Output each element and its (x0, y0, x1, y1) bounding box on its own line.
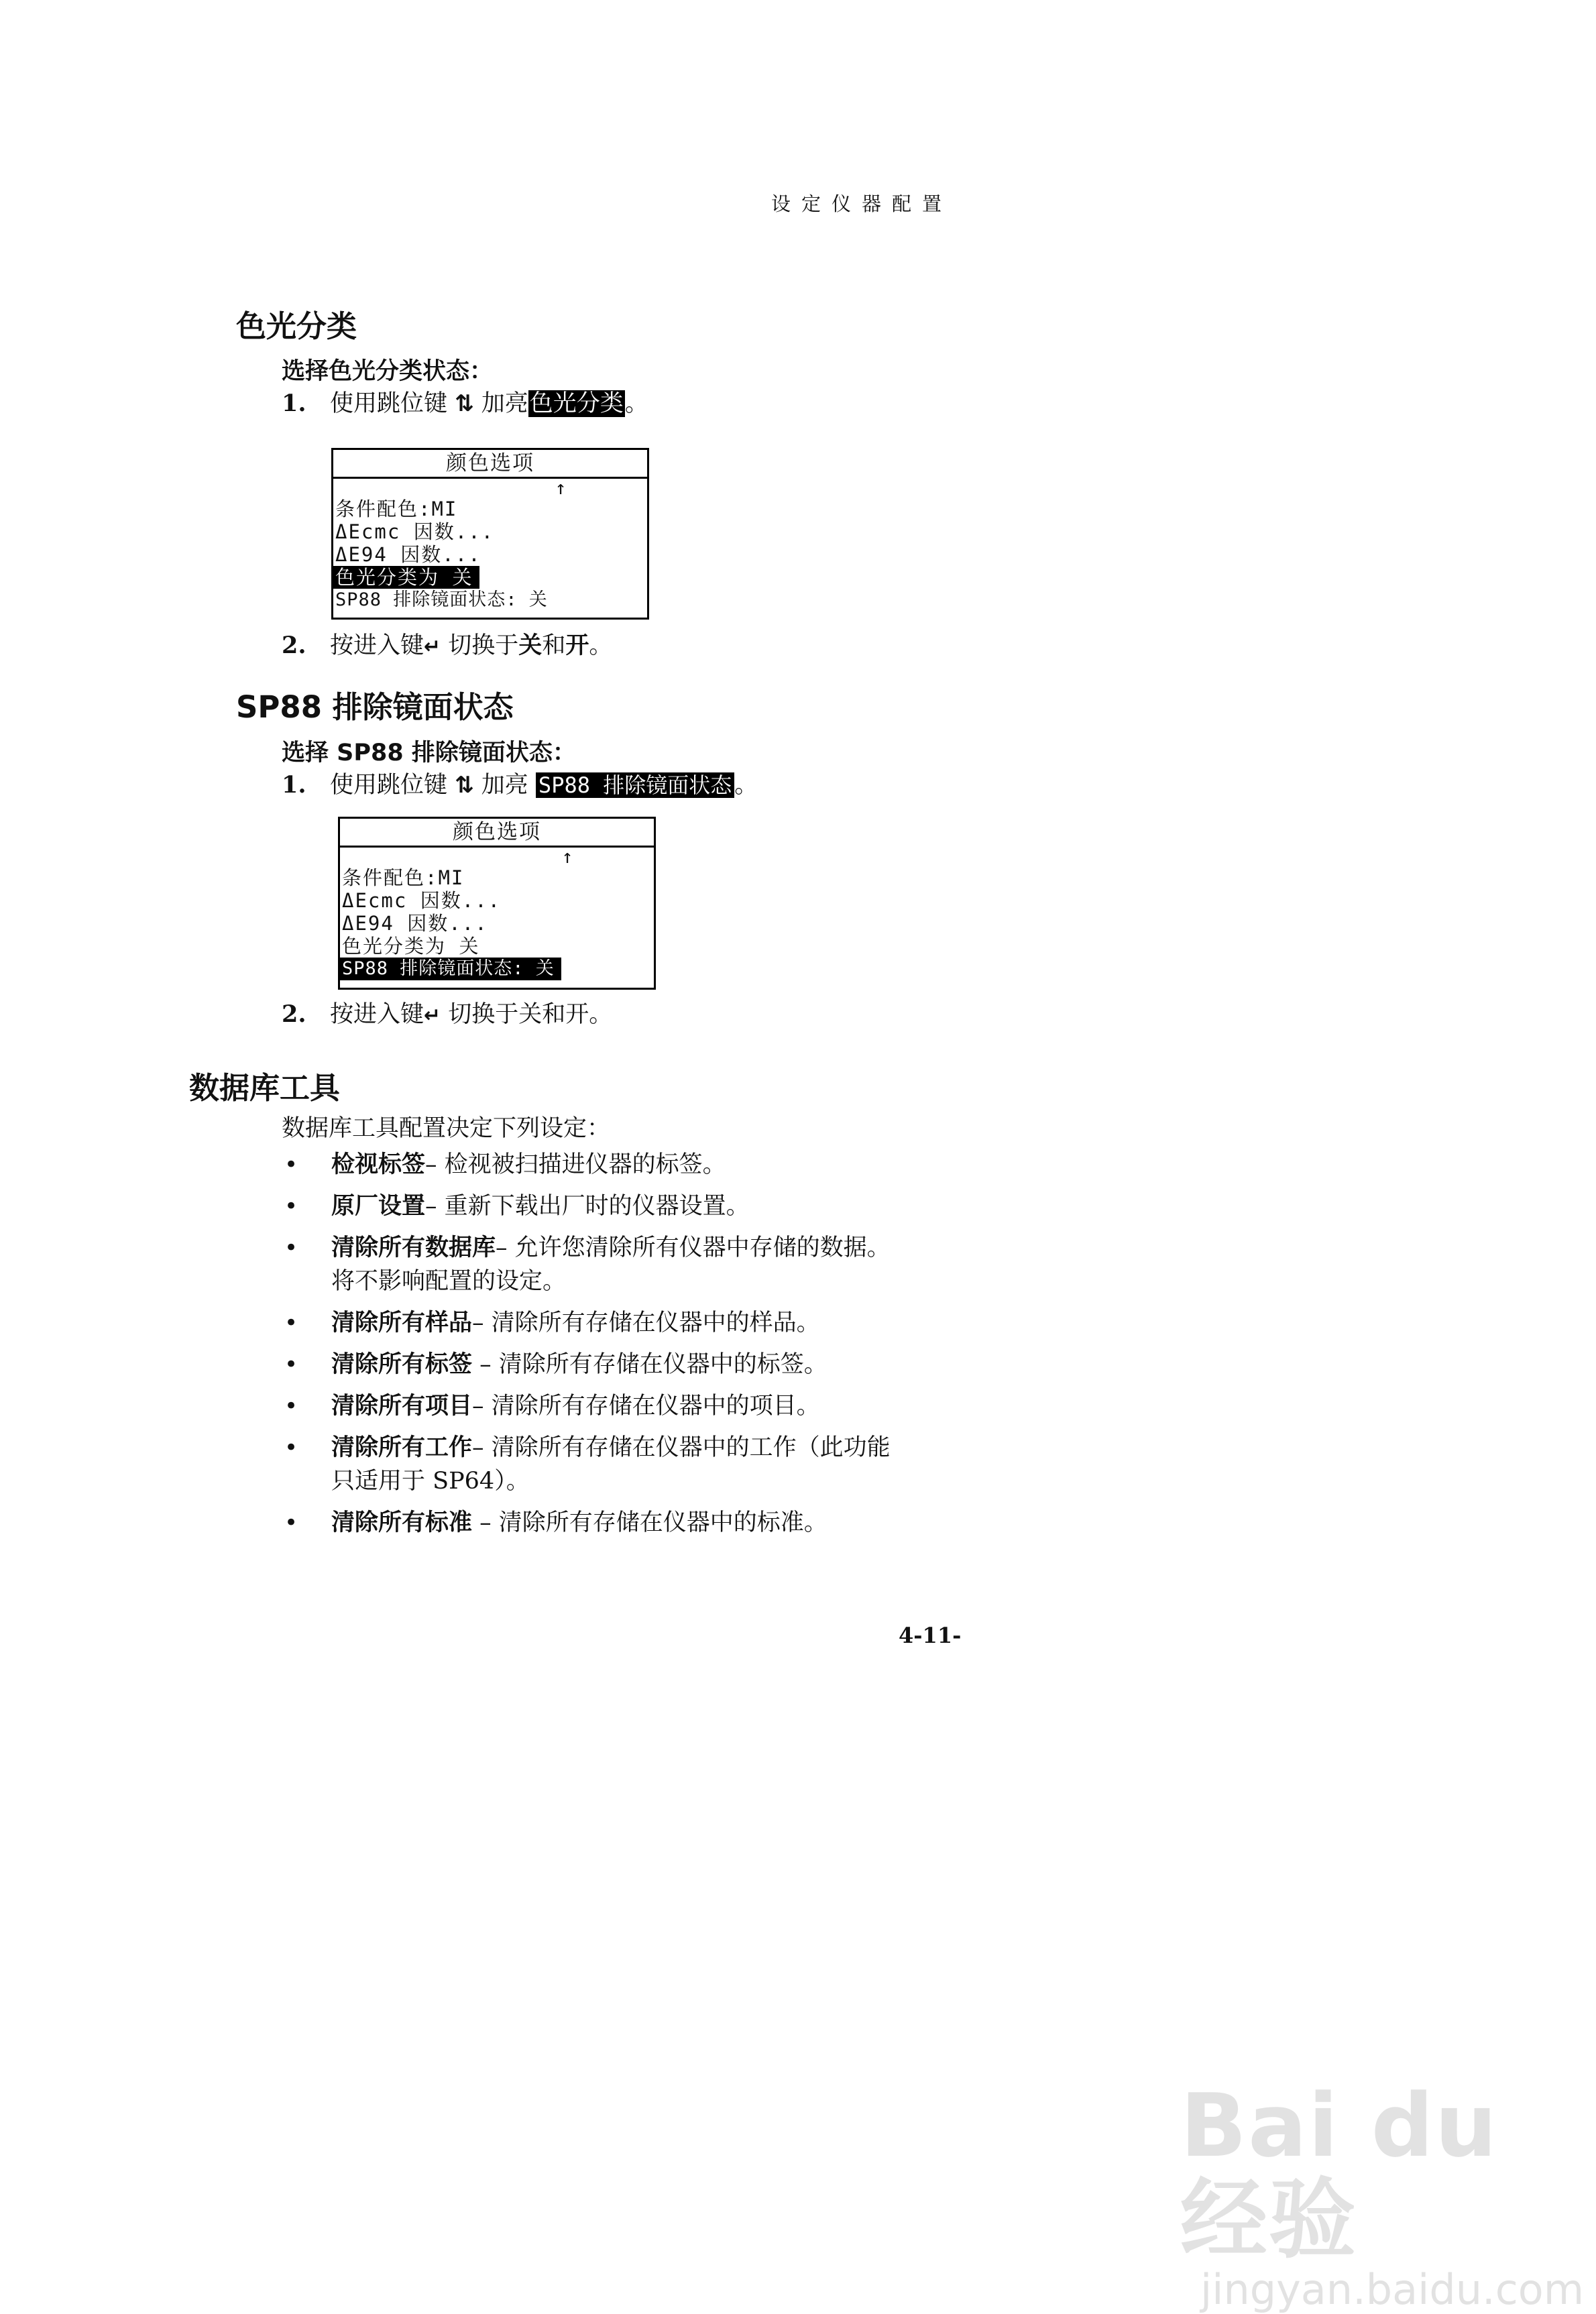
step-2 (282, 627, 612, 660)
list-item (282, 1231, 1006, 1298)
list-item (282, 1389, 1006, 1423)
item-term: 原厂设置 (331, 1193, 426, 1220)
item-term: 清除所有项目 (331, 1393, 473, 1420)
step-1 (282, 385, 648, 418)
bullet-icon: • (284, 1351, 298, 1378)
item-description: – 清除所有存储在仪器中的工作（此功能 (472, 1434, 891, 1461)
item-term: 清除所有标签 (331, 1351, 473, 1378)
value-off: 关 (518, 632, 543, 659)
item-description-continued: 将不影响配置的设定。 (331, 1268, 567, 1295)
watermark-brand: Bai du 经验 (1180, 2075, 1499, 2270)
item-term: 清除所有样品 (331, 1310, 473, 1336)
step-text: 加亮 (473, 390, 528, 417)
highlighted-option: 色光分类 (529, 390, 624, 417)
item-description: – 清除所有存储在仪器中的标签。 (472, 1351, 828, 1378)
item-term: 清除所有数据库 (331, 1234, 496, 1261)
tab-keys-icon: ⇅ (455, 772, 474, 799)
step-number: 2. (282, 1000, 306, 1028)
step-text: 切换于关和开。 (441, 1001, 613, 1028)
bullet-icon: • (284, 1434, 298, 1461)
section-heading-sp88: SP88 排除镜面状态 (236, 689, 514, 725)
running-header: 设定仪器配置 (771, 192, 952, 215)
step-number: 2. (282, 632, 306, 659)
step-text: 。 (624, 390, 648, 417)
step-number: 1. (282, 390, 306, 417)
list-item (282, 1306, 1006, 1340)
bullet-icon: • (284, 1234, 298, 1261)
item-description: – 允许您清除所有仪器中存储的数据。 (496, 1234, 891, 1261)
item-description: – 清除所有存储在仪器中的项目。 (472, 1393, 820, 1420)
step-text: 按进入键 (330, 632, 424, 659)
screen-title: 颜色选项 (340, 819, 654, 848)
item-description: – 重新下载出厂时的仪器设置。 (425, 1193, 750, 1220)
step-text: 。 (734, 772, 758, 799)
menu-item-decmc-factor: ΔEcmc 因数... (335, 520, 495, 543)
bullet-icon: • (284, 1310, 298, 1336)
watermark-url: jingyan.baidu.com (1200, 2265, 1585, 2314)
enter-key-icon: ↵ (424, 635, 441, 658)
menu-item-de94-factor: ΔE94 因数... (335, 543, 481, 566)
step-text: 按进入键 (330, 1001, 424, 1028)
enter-key-icon: ↵ (424, 1004, 441, 1027)
step-2 (282, 996, 612, 1029)
list-item (282, 1190, 1006, 1223)
menu-item-decmc-factor: ΔEcmc 因数... (342, 889, 502, 912)
section-heading-database-tools: 数据库工具 (189, 1070, 341, 1106)
section-subheading: 选择色光分类状态： (282, 358, 494, 385)
menu-item-color-classification-selected: 色光分类为 关 (333, 566, 479, 589)
menu-item-color-classification: 色光分类为 关 (342, 935, 480, 958)
item-description: – 清除所有存储在仪器中的样品。 (472, 1310, 820, 1336)
menu-item-sp88-exclude-specular-selected: SP88 排除镜面状态: 关 (340, 958, 561, 980)
step-number: 1. (282, 771, 306, 799)
item-term: 检视标签 (331, 1151, 426, 1178)
section-subheading: 选择 SP88 排除镜面状态： (282, 740, 576, 766)
bullet-icon: • (284, 1509, 298, 1536)
bullet-icon: • (284, 1393, 298, 1420)
instrument-screen (331, 448, 649, 620)
list-item (282, 1506, 1006, 1540)
baidu-watermark (1180, 2075, 1585, 2314)
database-tools-list (282, 1148, 1006, 1548)
instrument-screen (338, 817, 656, 990)
bullet-icon: • (284, 1151, 298, 1178)
highlighted-option: SP88 排除镜面状态 (536, 772, 734, 798)
menu-item-sp88-exclude-specular: SP88 排除镜面状态: 关 (335, 589, 548, 610)
menu-item-conditional-match: 条件配色:MI (342, 866, 465, 889)
item-term: 清除所有标准 (331, 1509, 473, 1536)
item-term: 清除所有工作 (331, 1434, 473, 1461)
list-item (282, 1431, 1006, 1498)
value-on: 开 (565, 632, 589, 659)
step-text: 使用跳位键 (330, 390, 448, 417)
item-description-continued: 只适用于 SP64）。 (331, 1468, 530, 1495)
list-item (282, 1348, 1006, 1381)
scroll-up-arrow-icon: ↑ (555, 477, 567, 499)
tab-keys-icon: ⇅ (455, 390, 474, 417)
section-heading-color-classification: 色光分类 (236, 308, 357, 344)
step-text: 使用跳位键 (330, 772, 448, 799)
item-description: – 清除所有存储在仪器中的标准。 (472, 1509, 828, 1536)
bullet-icon: • (284, 1193, 298, 1220)
item-description: – 检视被扫描进仪器的标签。 (425, 1151, 726, 1178)
menu-item-conditional-match: 条件配色:MI (335, 498, 458, 520)
list-item (282, 1148, 1006, 1181)
step-text: 切换于 (441, 632, 519, 659)
page-number: 4-11- (899, 1623, 962, 1648)
step-text: 。 (589, 632, 613, 659)
step-1 (282, 766, 758, 800)
scroll-up-arrow-icon: ↑ (561, 846, 573, 868)
section-intro: 数据库工具配置决定下列设定： (282, 1115, 611, 1142)
step-text: 和 (542, 632, 566, 659)
step-text: 加亮 (473, 772, 536, 799)
screen-title: 颜色选项 (333, 450, 647, 479)
menu-item-de94-factor: ΔE94 因数... (342, 912, 488, 935)
